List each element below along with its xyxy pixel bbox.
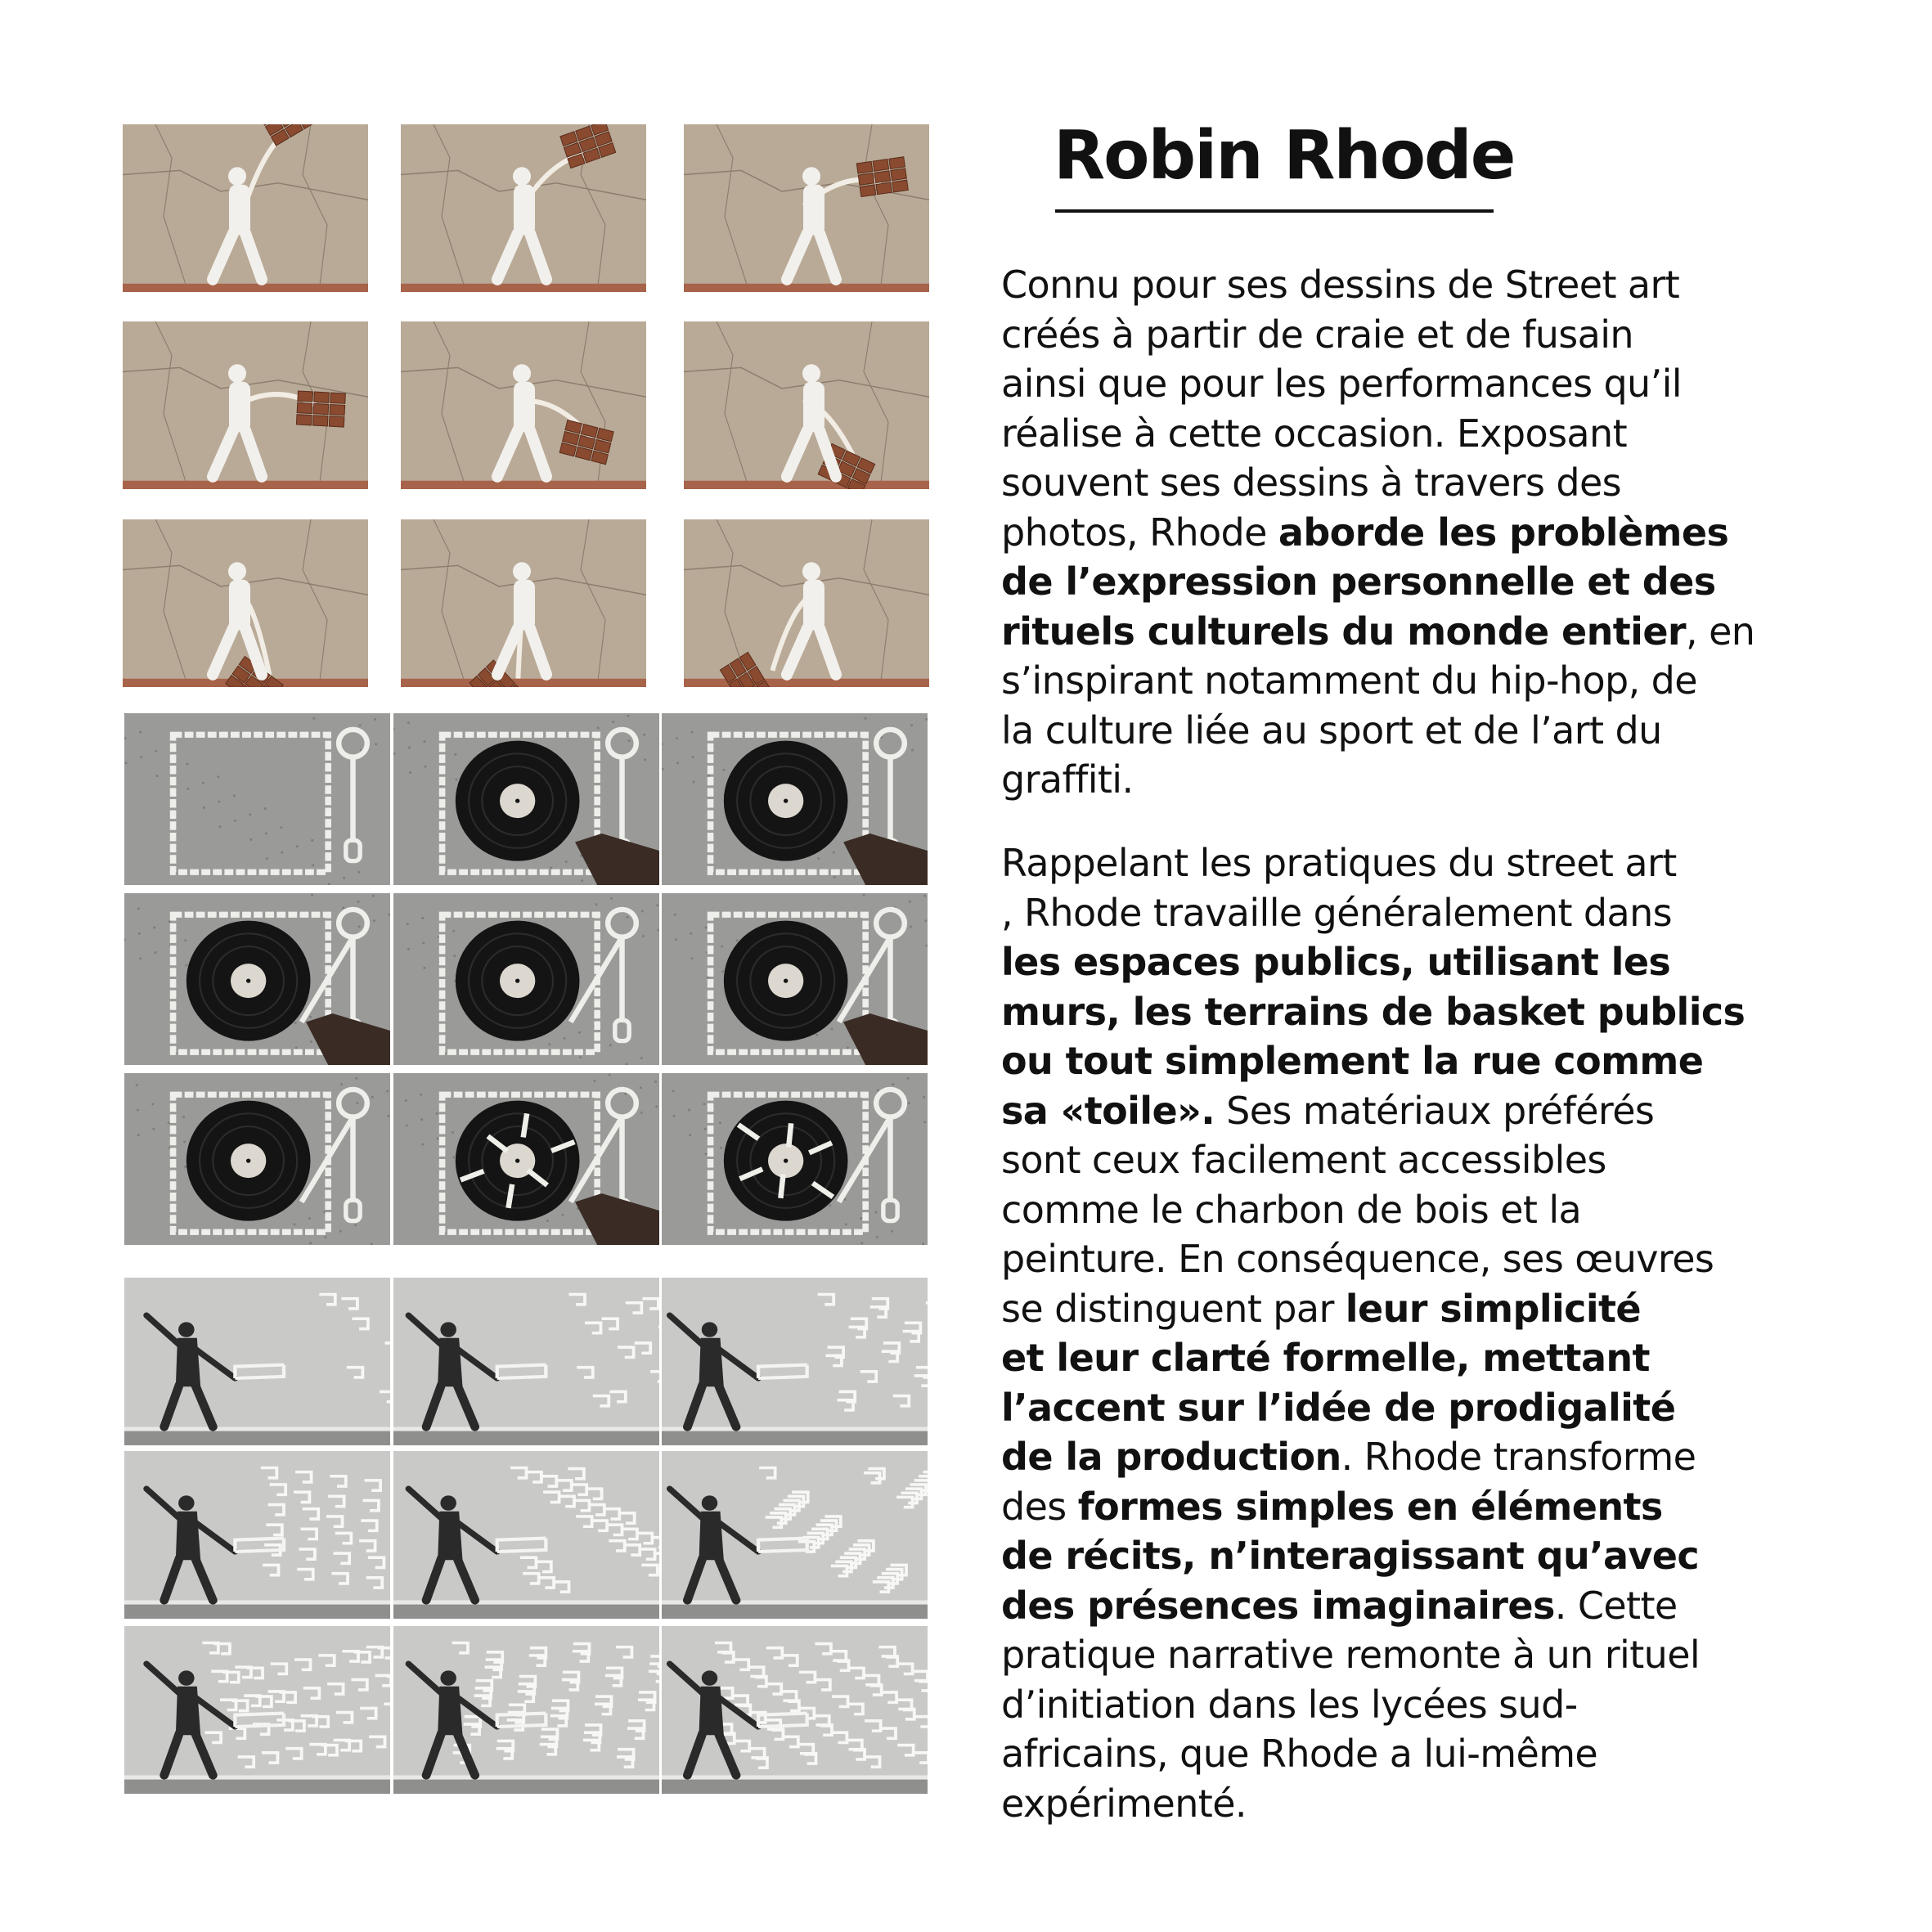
text-line bbox=[1001, 508, 1819, 558]
text-line bbox=[1001, 987, 1819, 1037]
vinyl-turntable-photo bbox=[124, 713, 390, 885]
bold-run: des présences imaginaires bbox=[1001, 1583, 1555, 1628]
vinyl-turntable-photo bbox=[393, 713, 659, 885]
bold-run: murs, les terrains de basket publics bbox=[1001, 989, 1746, 1034]
vinyl-turntable-photo bbox=[393, 1073, 659, 1245]
text-run: des bbox=[1001, 1484, 1078, 1529]
chalk-wall-photo bbox=[662, 1451, 928, 1619]
chalk-wall-photo bbox=[124, 1451, 390, 1619]
text-line: Rappelant les pratiques du street art bbox=[1001, 841, 1677, 885]
text-run: photos, Rhode bbox=[1001, 510, 1278, 555]
text-line: expérimenté. bbox=[1001, 1781, 1247, 1826]
bold-run: sa «toile». bbox=[1001, 1088, 1215, 1133]
text-line: réalise à cette occasion. Exposant bbox=[1001, 411, 1628, 456]
bricks-swing-photo bbox=[684, 321, 929, 489]
paragraph-2 bbox=[1001, 838, 1819, 1828]
bold-run: de récits, n’interagissant qu’avec bbox=[1001, 1534, 1700, 1578]
vinyl-turntable-photo bbox=[393, 893, 659, 1065]
text-line: Connu pour ses dessins de Street art bbox=[1001, 263, 1680, 307]
text-run: . Rhode transforme bbox=[1341, 1435, 1696, 1479]
bricks-swing-photo bbox=[401, 124, 646, 292]
text-line bbox=[1001, 1086, 1819, 1136]
paragraph-1 bbox=[1001, 260, 1819, 805]
text-line: d’initiation dans les lycées sud- bbox=[1001, 1682, 1578, 1727]
text-run: . Cette bbox=[1554, 1583, 1678, 1628]
text-line: , Rhode travaille généralement dans bbox=[1001, 890, 1673, 935]
bold-run: leur simplicité bbox=[1345, 1286, 1641, 1331]
text-line: s’inspirant notamment du hip-hop, de bbox=[1001, 658, 1697, 703]
text-line bbox=[1001, 1383, 1819, 1433]
chalk-wall-photo bbox=[393, 1278, 659, 1445]
text-line bbox=[1001, 1284, 1819, 1334]
bricks-swing-photo bbox=[123, 321, 368, 489]
vinyl-turntable-photo bbox=[124, 893, 390, 1065]
bold-run: de la production bbox=[1001, 1435, 1341, 1479]
photo-column bbox=[0, 0, 949, 1932]
vinyl-turntable-photo bbox=[662, 893, 928, 1065]
text-line bbox=[1001, 1036, 1819, 1086]
text-line: peinture. En conséquence, ses œuvres bbox=[1001, 1237, 1714, 1281]
text-line: africains, que Rhode a lui-même bbox=[1001, 1732, 1598, 1776]
text-line: comme le charbon de bois et la bbox=[1001, 1187, 1582, 1232]
text-line bbox=[1001, 1482, 1819, 1532]
bricks-swing-photo bbox=[684, 519, 929, 687]
bold-run: les espaces publics, utilisant les bbox=[1001, 940, 1671, 984]
text-line: sont ceux facilement accessibles bbox=[1001, 1138, 1606, 1182]
text-line bbox=[1001, 937, 1819, 987]
chalk-wall-photo bbox=[393, 1451, 659, 1619]
bricks-swing-photo bbox=[123, 124, 368, 292]
vinyl-turntable-photo bbox=[662, 713, 928, 885]
text-line: créés à partir de craie et de fusain bbox=[1001, 312, 1633, 357]
vinyl-turntable-photo bbox=[662, 1073, 928, 1245]
bold-run: ou tout simplement la rue comme bbox=[1001, 1039, 1704, 1083]
text-line: souvent ses dessins à travers des bbox=[1001, 461, 1622, 505]
bold-run: l’accent sur l’idée de prodigalité bbox=[1001, 1385, 1676, 1430]
chalk-wall-photo bbox=[124, 1626, 390, 1794]
text-line bbox=[1001, 1581, 1819, 1631]
text-line: ainsi que pour les performances qu’il bbox=[1001, 362, 1682, 406]
text-run: Ses matériaux préférés bbox=[1215, 1088, 1655, 1133]
bold-run: de l’expression personnelle et des bbox=[1001, 559, 1716, 604]
chalk-wall-photo bbox=[662, 1278, 928, 1445]
text-line: graffiti. bbox=[1001, 757, 1134, 802]
vinyl-turntable-photo bbox=[124, 1073, 390, 1245]
text-line: la culture liée au sport et de l’art du bbox=[1001, 708, 1662, 753]
text-line bbox=[1001, 607, 1819, 657]
bold-run: formes simples en éléments bbox=[1077, 1484, 1663, 1529]
bricks-swing-photo bbox=[684, 124, 929, 292]
text-run: , en bbox=[1686, 609, 1755, 654]
text-line bbox=[1001, 1432, 1819, 1482]
bricks-swing-photo bbox=[401, 519, 646, 687]
chalk-wall-photo bbox=[662, 1626, 928, 1794]
bricks-swing-photo bbox=[401, 321, 646, 489]
bold-run: rituels culturels du monde entier bbox=[1001, 609, 1687, 654]
chalk-wall-photo bbox=[124, 1278, 390, 1445]
bold-run: et leur clarté formelle, mettant bbox=[1001, 1336, 1650, 1380]
text-run: se distinguent par bbox=[1001, 1286, 1346, 1331]
title-underline bbox=[1055, 209, 1494, 213]
text-line: pratique narrative remonte à un rituel bbox=[1001, 1633, 1701, 1677]
chalk-wall-photo bbox=[393, 1626, 659, 1794]
text-line bbox=[1001, 1531, 1819, 1581]
bricks-swing-photo bbox=[123, 519, 368, 687]
text-line bbox=[1001, 557, 1819, 607]
text-line bbox=[1001, 1333, 1819, 1383]
page-title: Robin Rhode bbox=[1054, 117, 1515, 195]
bold-run: aborde les problèmes bbox=[1278, 510, 1729, 555]
